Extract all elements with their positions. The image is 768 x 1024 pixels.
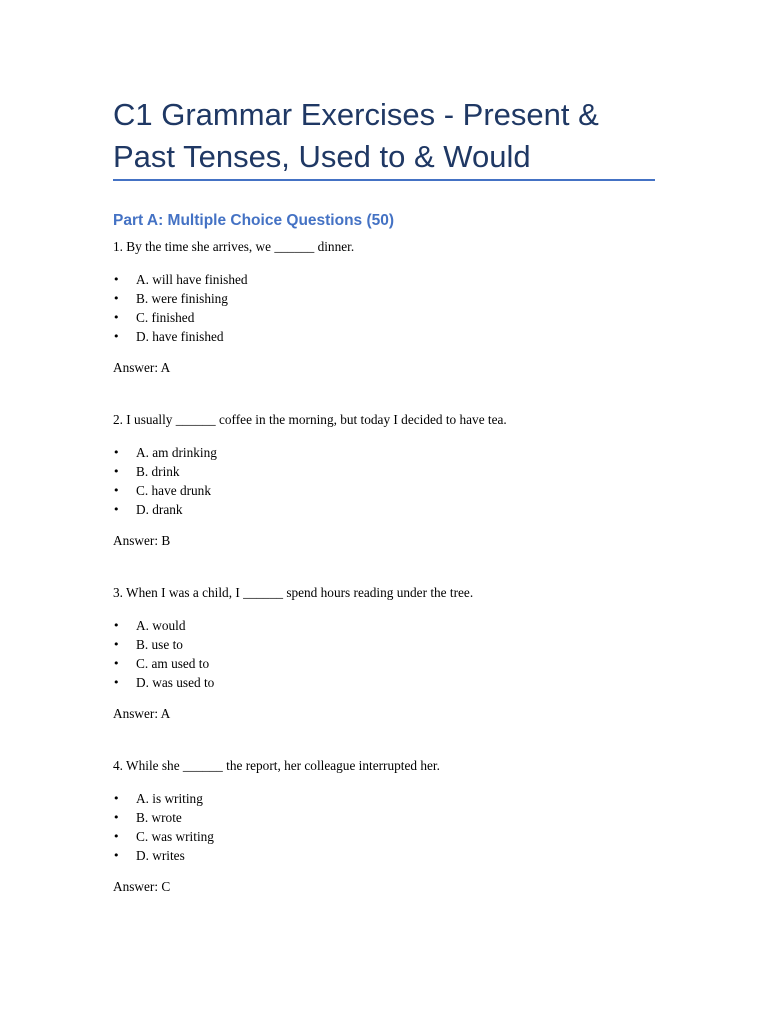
- question-text: 4. While she ______ the report, her colleague interrupted her.: [113, 758, 440, 773]
- option-label: C. finished: [136, 310, 195, 325]
- question-text: 1. By the time she arrives, we ______ dinner.: [113, 239, 355, 254]
- option-list: [113, 789, 658, 865]
- bullet-icon: •: [113, 446, 120, 459]
- option-label: A. is writing: [136, 791, 203, 806]
- bullet-icon: •: [113, 330, 120, 343]
- option-item: [113, 808, 658, 827]
- option-item: [113, 308, 658, 327]
- option-label: A. am drinking: [136, 445, 217, 460]
- option-label: B. use to: [136, 637, 183, 652]
- option-item: [113, 616, 658, 635]
- bullet-icon: •: [113, 638, 120, 651]
- bullet-icon: •: [113, 676, 120, 689]
- option-label: D. was used to: [136, 675, 215, 690]
- question-1: [113, 238, 658, 377]
- option-label: B. were finishing: [136, 291, 228, 306]
- option-item: [113, 654, 658, 673]
- option-list: [113, 616, 658, 692]
- bullet-icon: •: [113, 619, 120, 632]
- bullet-icon: •: [113, 657, 120, 670]
- bullet-icon: •: [113, 311, 120, 324]
- option-label: C. was writing: [136, 829, 214, 844]
- question-4: [113, 757, 658, 896]
- option-label: A. will have finished: [136, 272, 248, 287]
- option-label: C. am used to: [136, 656, 210, 671]
- bullet-icon: •: [113, 503, 120, 516]
- bullet-icon: •: [113, 830, 120, 843]
- answer-text: Answer: B: [113, 533, 171, 548]
- option-label: D. drank: [136, 502, 183, 517]
- option-item: [113, 827, 658, 846]
- bullet-icon: •: [113, 484, 120, 497]
- option-label: B. wrote: [136, 810, 182, 825]
- option-item: [113, 673, 658, 692]
- question-text: 2. I usually ______ coffee in the morning, but today I decided to have tea.: [113, 412, 507, 427]
- document-title: C1 Grammar Exercises - Present & Past Tenses, Used to & Would: [113, 97, 599, 174]
- option-item: [113, 289, 658, 308]
- question-2: [113, 411, 658, 550]
- option-list: [113, 443, 658, 519]
- answer-text: Answer: A: [113, 360, 171, 375]
- option-list: [113, 270, 658, 346]
- option-item: [113, 443, 658, 462]
- bullet-icon: •: [113, 792, 120, 805]
- option-item: [113, 481, 658, 500]
- bullet-icon: •: [113, 273, 120, 286]
- option-item: [113, 270, 658, 289]
- option-item: [113, 462, 658, 481]
- answer-text: Answer: A: [113, 706, 171, 721]
- option-label: A. would: [136, 618, 186, 633]
- option-label: C. have drunk: [136, 483, 211, 498]
- bullet-icon: •: [113, 292, 120, 305]
- section-heading: Part A: Multiple Choice Questions (50): [113, 212, 395, 229]
- bullet-icon: •: [113, 849, 120, 862]
- option-item: [113, 327, 658, 346]
- option-label: B. drink: [136, 464, 180, 479]
- question-text: 3. When I was a child, I ______ spend hours reading under the tree.: [113, 585, 474, 600]
- answer-text: Answer: C: [113, 879, 171, 894]
- question-3: [113, 584, 658, 723]
- option-item: [113, 846, 658, 865]
- bullet-icon: •: [113, 465, 120, 478]
- bullet-icon: •: [113, 811, 120, 824]
- option-item: [113, 789, 658, 808]
- option-item: [113, 500, 658, 519]
- option-label: D. writes: [136, 848, 185, 863]
- option-label: D. have finished: [136, 329, 224, 344]
- title-underline-rule: [113, 179, 655, 181]
- option-item: [113, 635, 658, 654]
